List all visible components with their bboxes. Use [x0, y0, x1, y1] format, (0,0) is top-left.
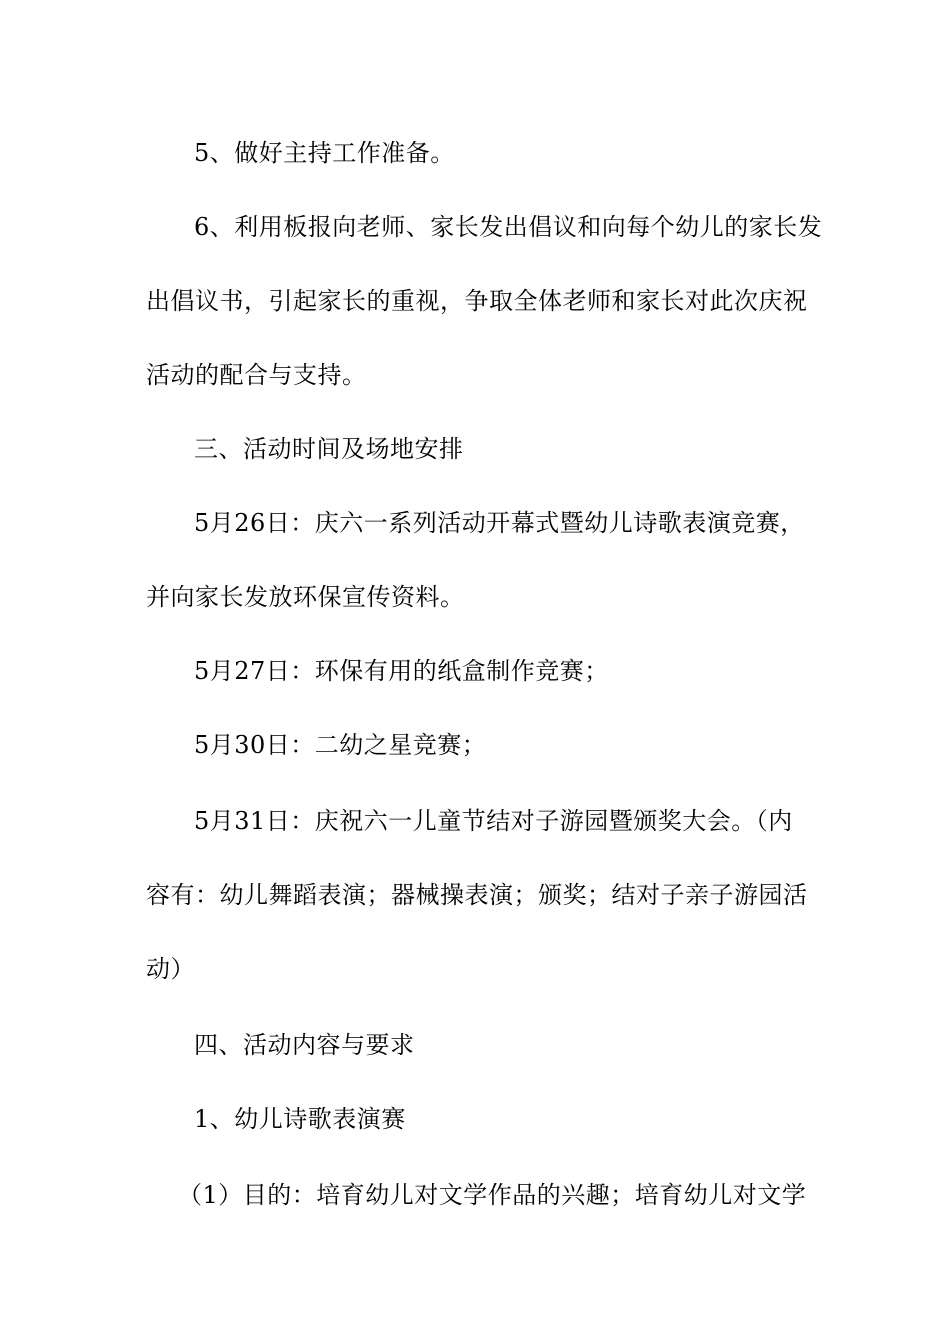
section-heading: 三、活动时间及场地安排	[194, 435, 464, 463]
section-heading: 四、活动内容与要求	[194, 1031, 415, 1059]
paragraph-line: 出倡议书，引起家长的重视，争取全体老师和家长对此次庆祝	[146, 287, 808, 315]
paragraph-line: 并向家长发放环保宣传资料。	[146, 583, 465, 611]
paragraph-line: 5、做好主持工作准备。	[194, 139, 455, 167]
subsection-heading: 1、幼儿诗歌表演赛	[194, 1105, 406, 1133]
paragraph-line: 5月31日：庆祝六一儿童节结对子游园暨颁奖大会。（内	[194, 807, 793, 835]
paragraph-line: 活动的配合与支持。	[146, 361, 367, 389]
paragraph-line: 5月27日：环保有用的纸盒制作竞赛；	[194, 657, 609, 685]
paragraph-line: 5月30日：二幼之星竞赛；	[194, 731, 487, 759]
paragraph-line: （1）目的：培育幼儿对文学作品的兴趣；培育幼儿对文学	[178, 1181, 807, 1209]
paragraph-line: 容有：幼儿舞蹈表演；器械操表演；颁奖；结对子亲子游园活	[146, 881, 808, 909]
paragraph-line: 动）	[146, 955, 195, 983]
paragraph-line: 6、利用板报向老师、家长发出倡议和向每个幼儿的家长发	[194, 213, 823, 241]
paragraph-line: 5月26日：庆六一系列活动开幕式暨幼儿诗歌表演竞赛，	[194, 509, 805, 537]
